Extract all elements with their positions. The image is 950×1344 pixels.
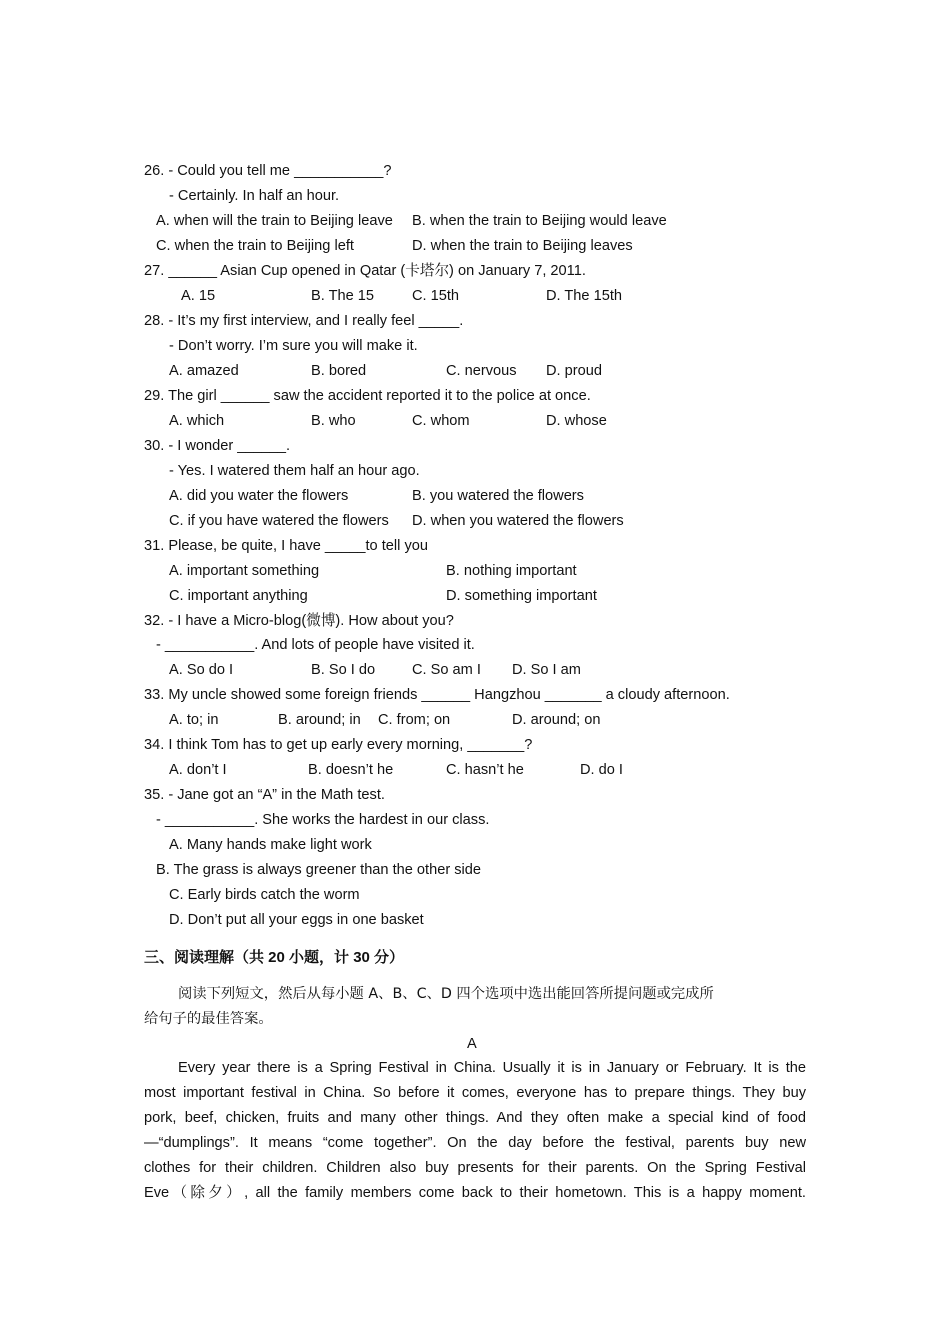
q28-option-d: D. proud: [546, 363, 602, 379]
q28-option-b: B. bored: [311, 363, 367, 379]
passage-a: [144, 1056, 806, 1205]
q35-option-b: B. The grass is always greener than the other side: [156, 862, 482, 878]
q34-option-d: D. do I: [580, 762, 623, 778]
q30-option-a: A. did you water the flowers: [169, 488, 349, 504]
q34-option-a: A. don’t I: [169, 762, 227, 778]
q33-option-d: D. around; on: [512, 712, 601, 728]
q33-option-c: C. from; on: [378, 712, 451, 728]
section-heading: 三、阅读理解（共 20 小题，计 30 分）: [144, 949, 405, 966]
section-instruction-line-1: 阅读下列短文，然后从每小题 A、B、C、D 四个选项中选出能回答所提问题或完成所: [178, 986, 714, 1002]
q27-option-a: A. 15: [181, 288, 216, 304]
q31-option-a: A. important something: [169, 563, 320, 579]
q28-option-a: A. amazed: [169, 363, 239, 379]
q29-option-b: B. who: [311, 413, 356, 429]
q29-option-a: A. which: [169, 413, 225, 429]
q26-option-b: B. when the train to Beijing would leave: [412, 213, 667, 229]
q30-stem: 30. - I wonder ______.: [144, 438, 291, 454]
q27-option-d: D. The 15th: [546, 288, 622, 304]
q26-dialog: - Certainly. In half an hour.: [169, 188, 340, 204]
q31-option-c: C. important anything: [169, 588, 308, 604]
q32-option-d: D. So I am: [512, 662, 581, 678]
q26-stem: 26. - Could you tell me ___________?: [144, 163, 392, 179]
q27-option-c: C. 15th: [412, 288, 460, 304]
q28-option-c: C. nervous: [446, 363, 517, 379]
q28-stem: 28. - It’s my first interview, and I really feel _____.: [144, 313, 464, 329]
q35-stem: 35. - Jane got an “A” in the Math test.: [144, 787, 385, 803]
q26-option-c: C. when the train to Beijing left: [156, 238, 354, 254]
q28-dialog: - Don’t worry. I’m sure you will make it.: [169, 338, 418, 354]
passage-line: Every year there is a Spring Festival in China. Usually it is in January or February. It is the: [178, 1060, 806, 1076]
q31-stem: 31. Please, be quite, I have _____to tell you: [144, 538, 428, 554]
q34-option-c: C. hasn’t he: [446, 762, 524, 778]
passage-line: —“dumplings”. It means “come together”. On the day before the festival, parents buy new: [144, 1134, 806, 1151]
passage-line: pork, beef, chicken, fruits and many other things. And they often make a special kind of food: [144, 1109, 806, 1126]
q32-option-a: A. So do I: [169, 662, 234, 678]
q34-option-b: B. doesn’t he: [308, 762, 394, 778]
q35-option-d: D. Don’t put all your eggs in one basket: [169, 912, 424, 928]
q34-stem: 34. I think Tom has to get up early every morning, _______?: [144, 737, 533, 753]
q30-option-b: B. you watered the flowers: [412, 488, 584, 504]
q29-option-d: D. whose: [546, 413, 607, 429]
q31-option-b: B. nothing important: [446, 563, 577, 579]
q32-stem: 32. - I have a Micro-blog(微博). How about you?: [144, 613, 454, 629]
q26-option-a: A. when will the train to Beijing leave: [156, 213, 393, 229]
q35-option-c: C. Early birds catch the worm: [169, 887, 360, 903]
q31-option-d: D. something important: [446, 588, 597, 604]
q35-dialog: - ___________. She works the hardest in our class.: [156, 812, 490, 828]
q32-option-c: C. So am I: [412, 662, 481, 678]
passage-line: most important festival in China. So before it comes, everyone has to prepare things. They buy: [144, 1084, 806, 1101]
passage-line: Eve（除夕）, all the family members come back to their hometown. This is a happy moment.: [144, 1184, 806, 1201]
passage-line: clothes for their children. Children also buy presents for their parents. On the Spring Festival: [144, 1159, 806, 1176]
q29-option-c: C. whom: [412, 413, 470, 429]
passage-label: A: [467, 1036, 477, 1052]
section-instruction-line-2: 给句子的最佳答案。: [144, 1011, 273, 1027]
q32-dialog: - ___________. And lots of people have visited it.: [156, 637, 475, 653]
q27-option-b: B. The 15: [311, 288, 375, 304]
q35-option-a: A. Many hands make light work: [169, 837, 372, 853]
q30-option-c: C. if you have watered the flowers: [169, 513, 389, 529]
q33-option-a: A. to; in: [169, 712, 219, 728]
q29-stem: 29. The girl ______ saw the accident reported it to the police at once.: [144, 388, 591, 404]
q30-option-d: D. when you watered the flowers: [412, 513, 624, 529]
q32-option-b: B. So I do: [311, 662, 376, 678]
q27-stem: 27. ______ Asian Cup opened in Qatar (卡塔尔) on January 7, 2011.: [144, 263, 586, 279]
q33-stem: 33. My uncle showed some foreign friends ______ Hangzhou _______ a cloudy afternoon.: [144, 687, 730, 703]
q30-dialog: - Yes. I watered them half an hour ago.: [169, 463, 420, 479]
q26-option-d: D. when the train to Beijing leaves: [412, 238, 633, 254]
q33-option-b: B. around; in: [278, 712, 361, 728]
